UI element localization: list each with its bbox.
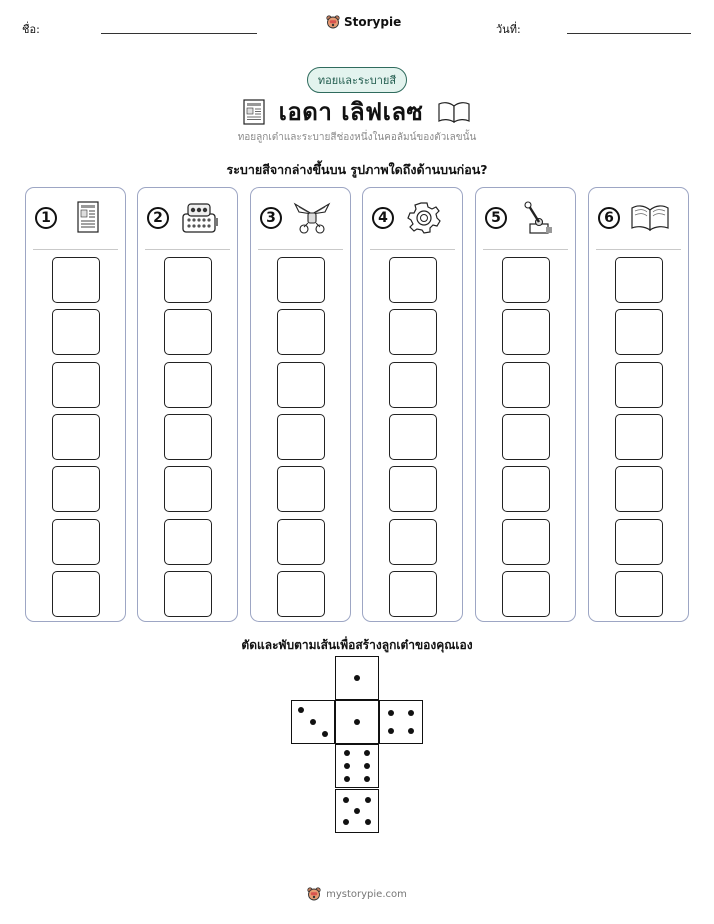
color-box[interactable] [164,362,212,408]
instructions-subtitle: ทอยลูกเต๋าและระบายสีช่องหนึ่งในคอลัมน์ของตัวเลขนั้น [237,132,477,143]
color-box[interactable] [615,362,663,408]
color-box[interactable] [389,466,437,512]
color-box[interactable] [389,414,437,460]
color-box[interactable] [52,466,100,512]
column-6 [588,187,689,622]
newspaper-icon [66,200,108,236]
die-pip [298,707,304,713]
color-box[interactable] [502,571,550,617]
color-box[interactable] [52,571,100,617]
color-box[interactable] [502,519,550,565]
die-pip [354,719,360,725]
column-header [251,188,350,251]
column-header [26,188,125,251]
die-pip [344,750,350,756]
question-text: ระบายสีจากล่างขึ้นบน รูปภาพใดถึงด้านบนก่อน? [226,162,488,177]
column-number: 3 [260,207,282,229]
color-box[interactable] [502,466,550,512]
column-divider [596,249,681,250]
date-line[interactable] [567,33,691,34]
bear-mascot-icon [307,887,321,901]
column-3 [250,187,351,622]
color-box[interactable] [52,519,100,565]
color-box[interactable] [389,362,437,408]
die-face-4 [379,700,423,744]
column-number: 1 [35,207,57,229]
color-box[interactable] [502,414,550,460]
footer-url: mystorypie.com [326,888,407,900]
column-divider [145,249,230,250]
die-pip [365,797,371,803]
color-box[interactable] [615,257,663,303]
die-face-6 [335,744,379,788]
column-number: 2 [147,207,169,229]
die-pip [344,763,350,769]
die-pip [388,710,394,716]
die-pip [364,763,370,769]
column-divider [258,249,343,250]
activity-badge: ทอยและระบายสี [307,67,407,93]
color-box[interactable] [615,414,663,460]
flying-machine-icon [291,200,333,236]
color-box[interactable] [277,362,325,408]
color-box[interactable] [389,519,437,565]
color-box[interactable] [502,309,550,355]
color-box[interactable] [389,571,437,617]
column-header [589,188,688,251]
column-divider [33,249,118,250]
color-box[interactable] [164,519,212,565]
die-pip [343,797,349,803]
die-pip [408,710,414,716]
column-5 [475,187,576,622]
color-box[interactable] [615,571,663,617]
color-box[interactable] [502,257,550,303]
die-pip [322,731,328,737]
column-header [363,188,462,251]
die-face-1 [335,700,379,744]
bear-mascot-icon [326,15,340,29]
name-label: ชื่อ: [22,23,40,36]
color-box[interactable] [502,362,550,408]
column-number: 5 [485,207,507,229]
die-pip [343,819,349,825]
die-pip [354,808,360,814]
column-1 [25,187,126,622]
die-pip [388,728,394,734]
date-label: วันที่: [496,23,521,36]
color-box[interactable] [615,466,663,512]
die-pip [364,750,370,756]
column-header [138,188,237,251]
color-box[interactable] [615,309,663,355]
die-face-5 [335,789,379,833]
color-box[interactable] [164,257,212,303]
column-divider [370,249,455,250]
die-pip [354,675,360,681]
column-number: 6 [598,207,620,229]
color-box[interactable] [277,414,325,460]
column-number: 4 [372,207,394,229]
color-box[interactable] [389,309,437,355]
gear-icon [403,200,445,236]
column-header [476,188,575,251]
color-box[interactable] [52,414,100,460]
die-pip [408,728,414,734]
name-line[interactable] [101,33,257,34]
footer [307,887,407,901]
newspaper-icon [243,99,265,125]
calculating-machine-icon [178,200,220,236]
open-book-icon [629,200,671,236]
color-box[interactable] [52,309,100,355]
color-box[interactable] [164,309,212,355]
die-face-3 [291,700,335,744]
color-box[interactable] [615,519,663,565]
color-box[interactable] [277,466,325,512]
color-box[interactable] [164,571,212,617]
color-box[interactable] [277,571,325,617]
color-box[interactable] [277,257,325,303]
open-book-icon [437,100,471,124]
brand-logo [326,15,401,29]
die-pip [365,819,371,825]
color-box[interactable] [164,414,212,460]
die-face-1 [335,656,379,700]
column-4 [362,187,463,622]
die-pip [310,719,316,725]
die-pip [344,776,350,782]
brand-name: Storypie [344,15,402,29]
die-pip [364,776,370,782]
color-box[interactable] [52,362,100,408]
page-title: เอดา เลิฟเลซ [278,98,424,126]
color-box[interactable] [389,257,437,303]
lever-icon [516,200,558,236]
column-divider [483,249,568,250]
color-box[interactable] [164,466,212,512]
cut-instruction: ตัดและพับตามเส้นเพื่อสร้างลูกเต๋าของคุณเอง [241,638,473,652]
color-box[interactable] [277,309,325,355]
color-box[interactable] [277,519,325,565]
color-box[interactable] [52,257,100,303]
column-2 [137,187,238,622]
